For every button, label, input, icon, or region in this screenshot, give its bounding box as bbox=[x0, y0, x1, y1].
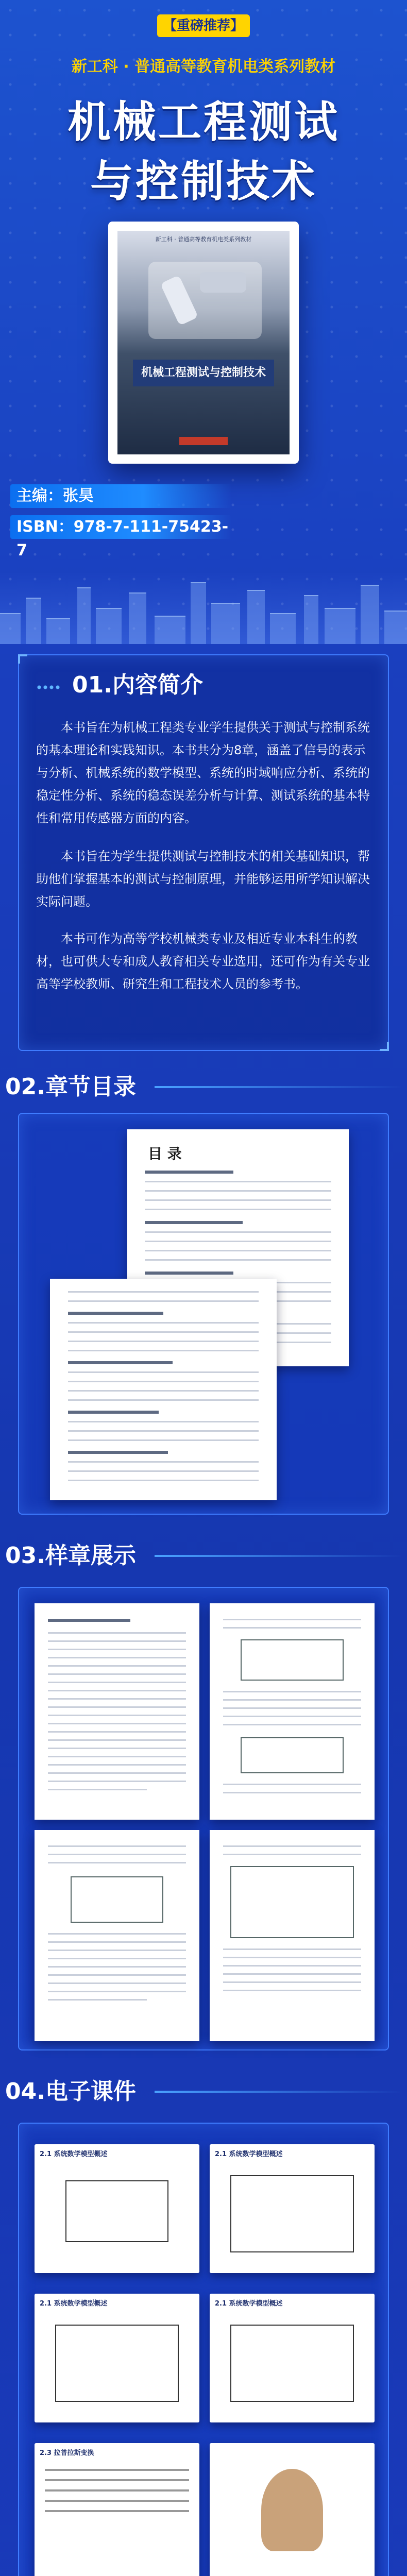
building bbox=[211, 603, 240, 644]
cover-photo bbox=[117, 231, 290, 454]
text-line bbox=[223, 1965, 362, 1967]
circuit-figure bbox=[230, 1866, 354, 1938]
slide-title: 2.1 系统数学模型概述 bbox=[40, 2300, 108, 2308]
text-line bbox=[48, 1862, 186, 1863]
cover-title: 机械工程测试与控制技术 bbox=[133, 360, 274, 386]
text-line bbox=[223, 1716, 362, 1717]
sample-page-2 bbox=[210, 1603, 375, 1820]
slide-text-line bbox=[45, 2500, 189, 2502]
cover-series-text: 新工科 · 普通高等教育机电类系列教材 bbox=[155, 236, 252, 243]
text-line bbox=[48, 1772, 186, 1774]
slide-thumbnail bbox=[35, 2443, 199, 2576]
building bbox=[325, 608, 355, 644]
intro-paragraph-2: 本书旨在为学生提供测试与控制技术的相关基础知识，帮助他们掌握基本的测试与控制原理，并能够运用所学知识解决实际问题。 bbox=[36, 849, 370, 909]
toc-line bbox=[145, 1272, 233, 1275]
text-line bbox=[223, 1957, 362, 1958]
slide-thumbnail bbox=[210, 2144, 375, 2273]
text-line bbox=[48, 1933, 186, 1935]
sample-page-1 bbox=[35, 1603, 199, 1820]
text-line bbox=[223, 1981, 362, 1983]
text-line bbox=[48, 1845, 186, 1847]
building bbox=[77, 587, 91, 644]
text-line bbox=[223, 1948, 362, 1950]
text-line bbox=[48, 1991, 186, 1992]
toc-line bbox=[68, 1300, 259, 1302]
text-line bbox=[48, 1748, 186, 1749]
recommend-badge: 【重磅推荐】 bbox=[157, 14, 250, 37]
slide-diagram bbox=[65, 2180, 168, 2242]
text-line bbox=[48, 1673, 186, 1675]
toc-line bbox=[145, 1199, 331, 1201]
section-dots bbox=[36, 685, 62, 689]
text-line bbox=[223, 1845, 362, 1847]
section-title-sample: 03.样章展示 bbox=[5, 1543, 136, 1569]
text-line bbox=[223, 1792, 362, 1793]
slide-text-line bbox=[45, 2489, 189, 2492]
text-line bbox=[223, 1990, 362, 1991]
toc-line bbox=[145, 1190, 331, 1192]
text-line bbox=[223, 1627, 362, 1629]
text-line bbox=[48, 1958, 186, 1959]
toc-line bbox=[68, 1371, 259, 1373]
text-line bbox=[48, 1950, 186, 1951]
slide-text-line bbox=[45, 2469, 189, 2471]
sample-page-3 bbox=[35, 1830, 199, 2041]
robot-head-shape bbox=[200, 272, 246, 293]
text-line bbox=[48, 1619, 130, 1622]
toc-line bbox=[145, 1181, 331, 1182]
toc-line bbox=[68, 1411, 159, 1414]
text-line bbox=[48, 1941, 186, 1943]
toc-line bbox=[145, 1209, 331, 1210]
building bbox=[384, 611, 407, 644]
intro-paragraph-3: 本书可作为高等学校机械类专业及相近专业本科生的教材，也可供大专和成人教育相关专业选用，还可作为有关专业高等学校教师、研究生和工程技术人员的参考书。 bbox=[36, 931, 370, 991]
section-title-toc: 02.章节目录 bbox=[5, 1074, 136, 1100]
text-line bbox=[48, 1682, 186, 1683]
building bbox=[247, 590, 265, 644]
text-line bbox=[48, 1657, 186, 1658]
building bbox=[304, 595, 318, 644]
text-line bbox=[223, 1973, 362, 1975]
toc-line bbox=[68, 1322, 259, 1324]
panel-corner bbox=[18, 654, 27, 664]
building bbox=[26, 598, 41, 644]
slide-title: 2.1 系统数学模型概述 bbox=[215, 2150, 283, 2158]
text-line bbox=[223, 1707, 362, 1709]
toc-line bbox=[145, 1171, 233, 1174]
text-line bbox=[223, 1724, 362, 1725]
toc-line bbox=[68, 1312, 163, 1315]
toc-line bbox=[145, 1221, 242, 1224]
text-line bbox=[48, 1999, 147, 2001]
portrait-image bbox=[261, 2469, 323, 2551]
text-line bbox=[223, 1691, 362, 1692]
text-line bbox=[48, 1632, 186, 1634]
building bbox=[155, 616, 185, 644]
text-line bbox=[48, 1640, 186, 1642]
editor-info: 主编：张昊 bbox=[10, 484, 232, 508]
text-line bbox=[48, 1698, 186, 1700]
slide-thumbnail bbox=[210, 2294, 375, 2422]
slide-thumbnail bbox=[35, 2294, 199, 2422]
text-line bbox=[48, 1982, 186, 1984]
slide-title: 2.1 系统数学模型概述 bbox=[40, 2150, 108, 2158]
figure-diagram bbox=[71, 1876, 163, 1923]
text-line bbox=[223, 1784, 362, 1785]
panel-corner bbox=[380, 1042, 389, 1051]
slide-text-line bbox=[45, 2510, 189, 2512]
building bbox=[96, 608, 122, 644]
toc-line bbox=[68, 1451, 168, 1454]
book-cover-image bbox=[108, 222, 299, 464]
building bbox=[129, 592, 146, 644]
text-line bbox=[48, 1764, 186, 1766]
publisher-mark bbox=[179, 437, 228, 445]
text-line bbox=[223, 1619, 362, 1620]
toc-line bbox=[68, 1399, 259, 1401]
slide-diagram bbox=[230, 2325, 354, 2402]
toc-line bbox=[68, 1480, 259, 1481]
section-title-slides: 04.电子课件 bbox=[5, 2078, 136, 2105]
toc-line bbox=[68, 1381, 259, 1382]
text-line bbox=[48, 1706, 186, 1708]
toc-panel bbox=[18, 1113, 389, 1515]
section-divider bbox=[155, 1086, 402, 1088]
toc-line bbox=[68, 1361, 172, 1364]
toc-line bbox=[145, 1259, 331, 1261]
building bbox=[270, 613, 296, 644]
text-line bbox=[48, 1723, 186, 1724]
text-line bbox=[48, 1974, 186, 1976]
book-title-line1: 机械工程测试 bbox=[67, 97, 340, 147]
toc-heading: 目 录 bbox=[148, 1145, 182, 1162]
slide-text-line bbox=[45, 2479, 189, 2481]
book-title-line2: 与控制技术 bbox=[90, 156, 317, 207]
section-divider bbox=[155, 1555, 402, 1557]
toc-line bbox=[68, 1350, 259, 1351]
sample-panel bbox=[18, 1587, 389, 2050]
series-subtitle: 新工科 · 普通高等教育机电类系列教材 bbox=[71, 58, 336, 76]
slide-diagram bbox=[230, 2175, 354, 2252]
figure-diagram bbox=[241, 1639, 344, 1681]
text-line bbox=[223, 1854, 362, 1855]
toc-line bbox=[145, 1250, 331, 1251]
slide-thumbnail bbox=[35, 2144, 199, 2273]
text-line bbox=[48, 1756, 186, 1757]
toc-line bbox=[68, 1430, 259, 1432]
building bbox=[0, 613, 21, 644]
slide-diagram bbox=[55, 2325, 179, 2402]
text-line bbox=[48, 1731, 186, 1733]
section-title-intro: 01.内容简介 bbox=[72, 672, 203, 698]
section-divider bbox=[155, 2091, 402, 2093]
text-line bbox=[48, 1649, 186, 1650]
toc-line bbox=[68, 1390, 259, 1392]
building bbox=[46, 618, 70, 644]
text-line bbox=[48, 1690, 186, 1691]
toc-line bbox=[68, 1470, 259, 1472]
toc-line bbox=[68, 1331, 259, 1333]
toc-line bbox=[145, 1241, 331, 1242]
text-line bbox=[48, 1781, 186, 1782]
figure-diagram bbox=[241, 1737, 344, 1773]
slide-title: 2.3 拉普拉斯变换 bbox=[40, 2449, 94, 2457]
text-line bbox=[48, 1739, 186, 1741]
slide-title: 2.1 系统数学模型概述 bbox=[215, 2300, 283, 2308]
text-line bbox=[48, 1789, 147, 1790]
toc-line bbox=[68, 1461, 259, 1463]
intro-paragraph-1: 本书旨在为机械工程类专业学生提供关于测试与控制系统的基本理论和实践知识。本书共分为8章，涵盖了信号的表示与分析、机械系统的数学模型、系统的时域响应分析、系统的稳定性分析、系统的稳态误差分析与计算、测试系统的基本特性和常用传感器方面的内容。 bbox=[36, 720, 370, 825]
toc-line bbox=[145, 1231, 331, 1233]
text-line bbox=[48, 1715, 186, 1716]
isbn-info: ISBN：978-7-111-75423-7 bbox=[10, 515, 232, 539]
sample-page-4 bbox=[210, 1830, 375, 2041]
building bbox=[361, 585, 379, 644]
toc-page-2 bbox=[50, 1279, 277, 1500]
toc-line bbox=[68, 1439, 259, 1441]
text-line bbox=[48, 1966, 186, 1968]
toc-line bbox=[68, 1421, 259, 1422]
slide-thumbnail bbox=[210, 2443, 375, 2576]
building bbox=[191, 582, 206, 644]
toc-line bbox=[68, 1291, 259, 1293]
skyline-decoration bbox=[0, 572, 407, 644]
text-line bbox=[48, 1665, 186, 1667]
toc-line bbox=[68, 1341, 259, 1342]
text-line bbox=[223, 1699, 362, 1701]
text-line bbox=[48, 1854, 186, 1855]
slides-panel bbox=[18, 2123, 389, 2576]
